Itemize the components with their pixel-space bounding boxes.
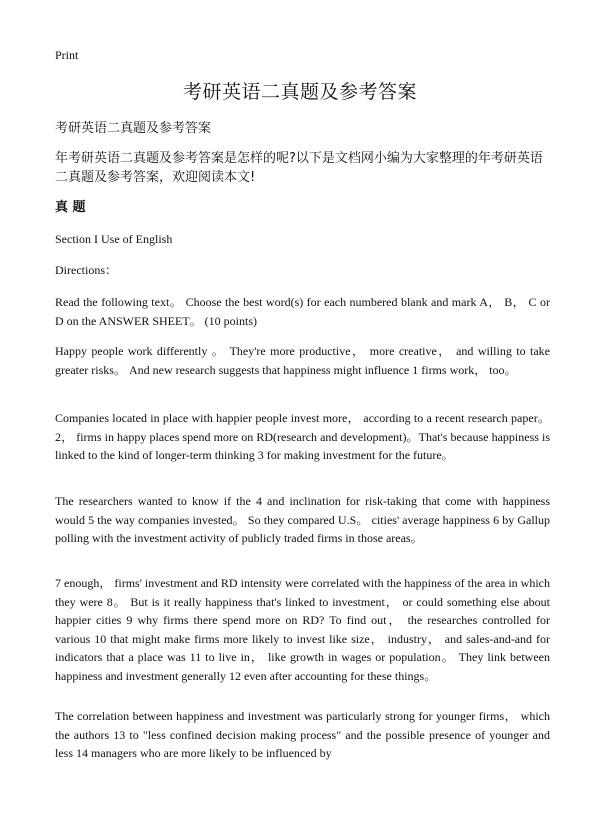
paragraph-instructions: Read the following text。 Choose the best word(s) for each numbered blank and mark A， B， C or D on the ANSWER SHEET。 (10 points) [55, 295, 550, 328]
paragraph-2: Companies located in place with happier people invest more， according to a recent research paper。 2， firms in happy places spend more on RD(research and development)。That's because happiness is linked to the kind of longer-term thinking 3 for making investment for the future。 [55, 411, 550, 462]
section-title: Section I Use of English [55, 232, 173, 246]
paragraph-3: The researchers wanted to know if the 4 and inclination for risk-taking that come with happiness would 5 the way companies invested。 So they compared U.S。 cities' average happiness 6 by Gallup polling with the investment activity of publicly traded firms in those areas。 [55, 494, 550, 545]
section-heading: 真 题 [55, 200, 86, 215]
directions-label: Directions： [55, 263, 117, 277]
intro-paragraph: 年考研英语二真题及参考答案是怎样的呢?以下是文档网小编为大家整理的年考研英语二真题及参考答案，欢迎阅读本文! [55, 151, 543, 185]
paragraph-1: Happy people work differently 。 They're more productive， more creative， and willing to take greater risks。 And new research suggests that happiness might influence 1 firms work， too。 [55, 344, 550, 377]
print-label: Print [55, 48, 79, 62]
paragraph-5: The correlation between happiness and investment was particularly strong for younger firms， which the authors 13 to "less confined decision making process" and the possible presence of younger and less 14 managers who are more likely to be influenced by [55, 709, 550, 760]
document-title: 考研英语二真题及参考答案 [182, 81, 417, 103]
paragraph-4: 7 enough， firms' investment and RD intensity were correlated with the happiness of the area in which they were 8。 But is it really happiness that's linked to investment， or could something else about happier cities 9 why firms there spend more on RD? To find out， the researches controlled for various 10 that might make firms more likely to invest like size， industry， and sales-and-and for indicators that a place was 11 to live in， like growth in wages or population。 They link between happiness and investment generally 12 even after accounting for these things。 [55, 576, 550, 683]
document-subtitle: 考研英语二真题及参考答案 [55, 121, 212, 136]
